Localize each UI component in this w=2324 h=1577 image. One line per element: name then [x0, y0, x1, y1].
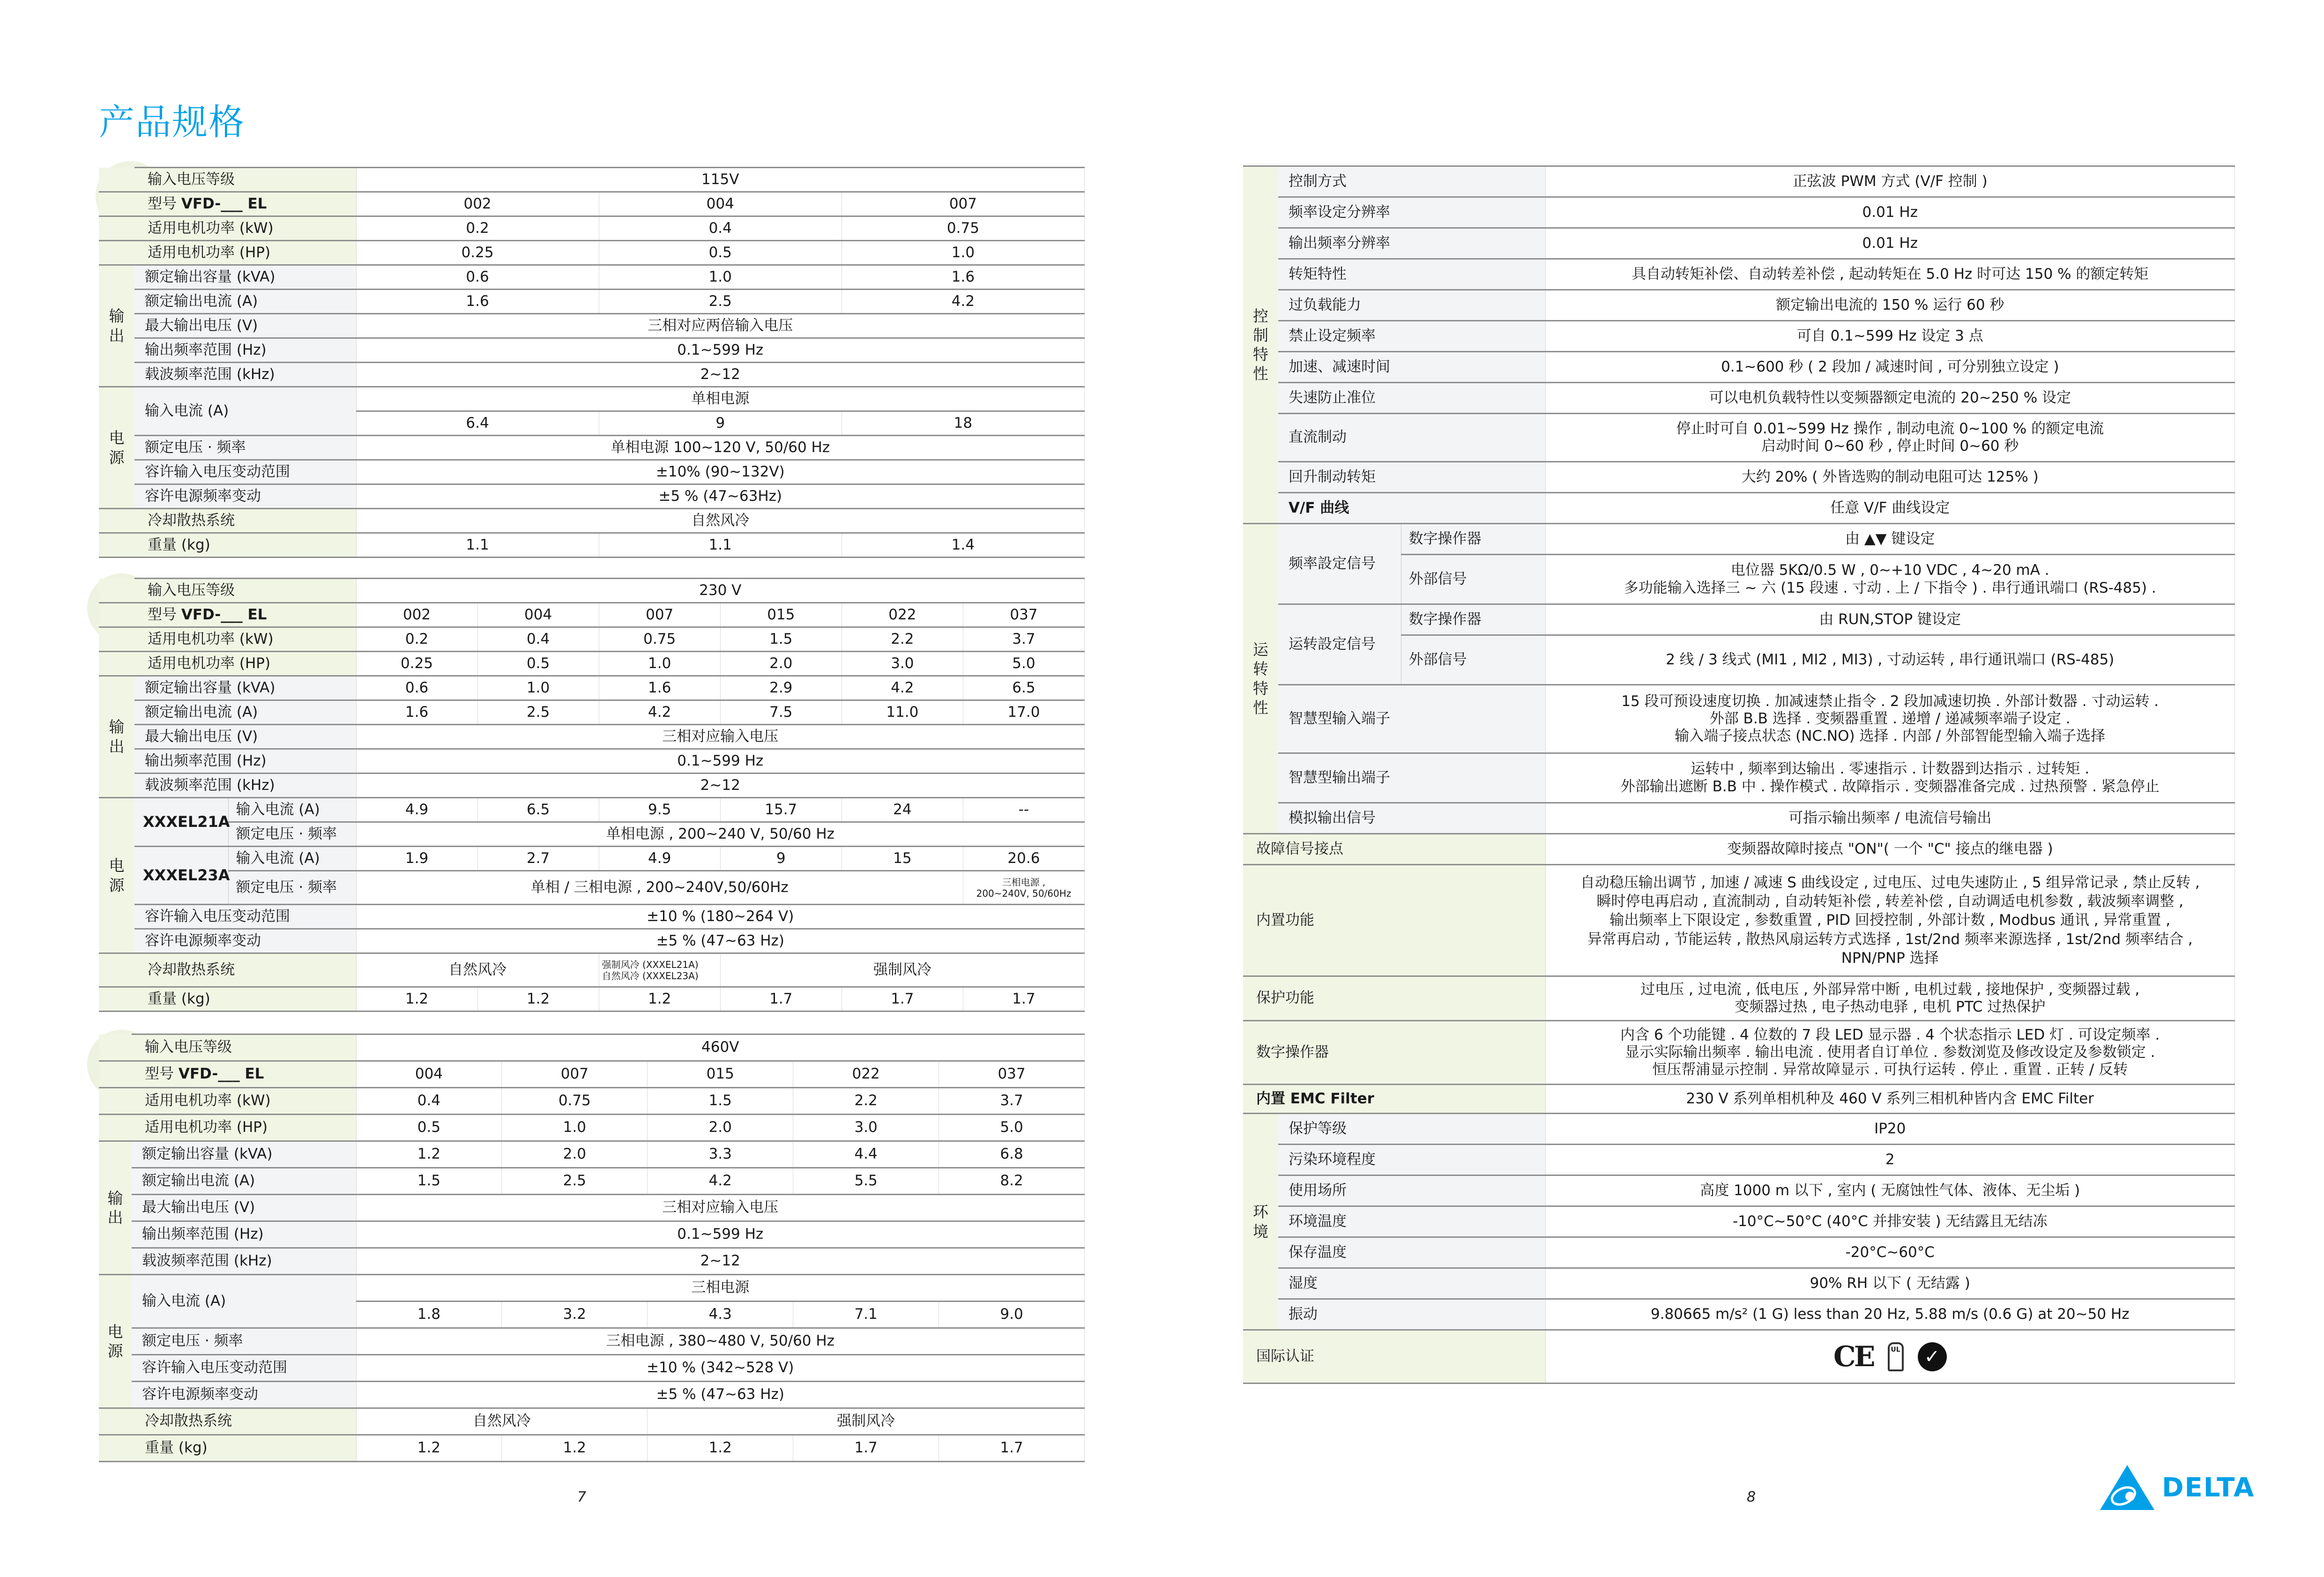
table-row: V/F 曲线 任意 V/F 曲线设定 — [1243, 493, 2235, 524]
table-row: 输出频率范围 (Hz) 0.1~599 Hz — [99, 338, 1085, 363]
variant-label-el21a: XXXEL21A — [134, 798, 228, 847]
table-row: 重量 (kg) 1.2 1.2 1.2 1.7 1.7 1.7 — [99, 987, 1085, 1012]
table-row: XXXEL23A 输入电流 (A) 1.9 2.7 4.9 9 15 20.6 — [99, 847, 1085, 871]
table-row: 失速防止准位 可以电机负载特性以变频器额定电流的 20~250 % 设定 — [1243, 383, 2235, 414]
table-row: 载波频率范围 (kHz) 2~12 — [99, 774, 1085, 798]
table-row: 额定输出电流 (A) 1.6 2.5 4.2 — [99, 290, 1085, 314]
table-row: 输入电压等级 460V — [99, 1034, 1085, 1061]
table-row: 适用电机功率 (HP) 0.25 0.5 1.0 — [99, 241, 1085, 265]
table-row: 环境 保护等级 IP20 — [1243, 1114, 2235, 1145]
table-row: 适用电机功率 (HP) 0.5 1.0 2.0 3.0 5.0 — [99, 1115, 1085, 1141]
table-row: 过负载能力 额定输出电流的 150 % 运行 60 秒 — [1243, 290, 2235, 321]
ce-mark-icon: CE — [1833, 1340, 1874, 1373]
table-row: 输出频率分辨率 0.01 Hz — [1243, 228, 2235, 259]
table-row: 回升制动转矩 大约 20% ( 外皆选购的制动电阻可达 125% ) — [1243, 462, 2235, 493]
table-row: 冷却散热系统 自然风冷 强制风冷 — [99, 1408, 1085, 1435]
table-row: 输出 额定输出容量 (kVA) 0.6 1.0 1.6 — [99, 265, 1085, 290]
table-row: 运转設定信号 数字操作器 由 RUN,STOP 键设定 — [1243, 604, 2235, 635]
table-row: 输出频率范围 (Hz) 0.1~599 Hz — [99, 1221, 1085, 1248]
table-row: 外部信号 电位器 5KΩ/0.5 W , 0~+10 VDC , 4~20 mA . 多功能输入选择三 ~ 六 (15 段速 . 寸动 . 上 / 下指令 ) . 串行通讯端口 (RS-485) . — [1243, 555, 2235, 604]
ul-mark-icon: UL — [1888, 1342, 1904, 1371]
table-row: 输入电压等级 115V — [99, 168, 1085, 192]
group-label-power: 电源 — [99, 798, 134, 953]
table-row: 额定电压 · 频率 三相电源 , 380~480 V, 50/60 Hz — [99, 1328, 1085, 1355]
table-row: 电源 XXXEL21A 输入电流 (A) 4.9 6.5 9.5 15.7 24 -- — [99, 798, 1085, 822]
table-row: 载波频率范围 (kHz) 2~12 — [99, 363, 1085, 387]
table-row: 环境温度 -10°C~50°C (40°C 并排安装 ) 无结露且无结冻 — [1243, 1206, 2235, 1237]
group-label-output: 输出 — [99, 1141, 132, 1275]
table-row: 6.4 9 18 — [99, 411, 1085, 436]
table-row: 冷却散热系统 自然风冷 强制风冷 (XXXEL21A) 自然风冷 (XXXEL23A) 强制风冷 — [99, 953, 1085, 987]
table-row: 适用电机功率 (HP) 0.25 0.5 1.0 2.0 3.0 5.0 — [99, 652, 1085, 676]
table-row: 内置 EMC Filter 230 V 系列单相机种及 460 V 系列三相机种皆内含 EMC Filter — [1243, 1085, 2235, 1114]
row-label: 型号 VFD-___ EL — [134, 192, 356, 216]
table-row: 电源 输入电流 (A) 三相电源 — [99, 1275, 1085, 1302]
table-row: 禁止设定频率 可自 0.1~599 Hz 设定 3 点 — [1243, 321, 2235, 352]
table-row: 输入电压等级 230 V — [99, 579, 1085, 603]
group-label-power: 电源 — [99, 1275, 132, 1408]
table-row: 国际认证 CE UL ✓ — [1243, 1330, 2235, 1384]
table-row: 运转特性 频率設定信号 数字操作器 由 ▲▼ 键设定 — [1243, 524, 2235, 555]
table-row: 保护功能 过电压 , 过电流 , 低电压 , 外部异常中断 , 电机过载 , 接地保护 , 变频器过载 , 变频器过热 , 电子热动电驿 , 电机 PTC 过热保护 — [1243, 976, 2235, 1021]
table-row: 数字操作器 内含 6 个功能键 . 4 位数的 7 段 LED 显示器 . 4 个状态指示 LED 灯 . 可设定频率 . 显示实际输出频率 . 输出电流 . 使用者自订单位 . 参数浏览及修改设定及参数锁定 . 恒压帮浦显示控制 . 异常故障显示 . 可执行运转 . 停止 . 重置 . 正转 / 反转 — [1243, 1021, 2235, 1085]
table-row: 容许电源频率变动 ±5 % (47~63Hz) — [99, 484, 1085, 509]
group-label-power: 电源 — [99, 387, 134, 509]
row-label: 输入电压等级 — [134, 168, 356, 192]
group-label-operation: 运转特性 — [1243, 524, 1278, 834]
page-number-right: 8 — [1747, 1489, 1756, 1505]
group-label-output: 输出 — [99, 265, 134, 387]
table-row: 转矩特性 具自动转矩补偿、自动转差补偿 , 起动转矩在 5.0 Hz 时可达 150 % 的额定转矩 — [1243, 259, 2235, 290]
page-number-left: 7 — [577, 1489, 587, 1505]
table-row: 电源 输入电流 (A) 单相电源 — [99, 387, 1085, 411]
table-row: 污染环境程度 2 — [1243, 1145, 2235, 1175]
table-row: 最大输出电压 (V) 三相对应输入电压 — [99, 1195, 1085, 1221]
table-row: 1.8 3.2 4.3 7.1 9.0 — [99, 1302, 1085, 1328]
group-label-environment: 环境 — [1243, 1114, 1278, 1330]
spec-table-115v — [99, 167, 1085, 558]
table-row: 额定输出电流 (A) 1.5 2.5 4.2 5.5 8.2 — [99, 1168, 1085, 1195]
group-label-output: 输出 — [99, 676, 134, 798]
table-row: 输出 额定输出容量 (kVA) 1.2 2.0 3.3 4.4 6.8 — [99, 1141, 1085, 1168]
table-row: 型号 VFD-___ EL 002 004 007 015 022 037 — [99, 603, 1085, 627]
table-row: 频率设定分辨率 0.01 Hz — [1243, 197, 2235, 228]
table-row: 输出频率范围 (Hz) 0.1~599 Hz — [99, 749, 1085, 774]
table-row: 适用电机功率 (kW) 0.4 0.75 1.5 2.2 3.7 — [99, 1088, 1085, 1115]
table-row: 振动 9.80665 m/s² (1 G) less than 20 Hz, 5.88 m/s (0.6 G) at 20~50 Hz — [1243, 1299, 2235, 1330]
table-row: 容许输入电压变动范围 ±10% (90~132V) — [99, 460, 1085, 484]
table-row: 最大输出电压 (V) 三相对应两倍输入电压 — [99, 314, 1085, 338]
table-row: 冷却散热系统 自然风冷 — [99, 509, 1085, 533]
table-row: 故障信号接点 变频器故障时接点 "ON"( 一个 "C" 接点的继电器 ) — [1243, 834, 2235, 865]
table-row: 模拟输出信号 可指示输出频率 / 电流信号输出 — [1243, 803, 2235, 834]
table-row: 智慧型输出端子 运转中 , 频率到达输出 . 零速指示 . 计数器到达指示 . 过转矩 . 外部输出遮断 B.B 中 . 操作模式 . 故障指示 . 变频器准备完成 . 过热预警 . 紧急停止 — [1243, 753, 2235, 803]
table-row: 额定输出电流 (A) 1.6 2.5 4.2 7.5 11.0 17.0 — [99, 700, 1085, 725]
spec-table-230v — [99, 578, 1085, 1012]
table-row: 控制特性 控制方式 正弦波 PWM 方式 (V/F 控制 ) — [1243, 166, 2235, 197]
table-row: 容许电源频率变动 ±5 % (47~63 Hz) — [99, 1382, 1085, 1408]
table-row: 输出 额定输出容量 (kVA) 0.6 1.0 1.6 2.9 4.2 6.5 — [99, 676, 1085, 700]
table-row: 额定电压 · 频率 单相电源 100~120 V, 50/60 Hz — [99, 436, 1085, 460]
spec-table-460v — [99, 1034, 1085, 1462]
table-row: 额定电压 · 频率 单相 / 三相电源 , 200~240V,50/60Hz 三相电源 , 200~240V, 50/60Hz — [99, 871, 1085, 905]
brand-wordmark: DELTA — [2162, 1472, 2255, 1503]
table-row: 外部信号 2 线 / 3 线式 (MI1 , MI2 , MI3) , 寸动运转 , 串行通讯端口 (RS-485) — [1243, 635, 2235, 685]
table-row: 容许输入电压变动范围 ±10 % (180~264 V) — [99, 905, 1085, 929]
delta-logo — [2099, 1464, 2255, 1511]
table-row: 型号 VFD-___ EL 002 004 007 — [99, 192, 1085, 216]
table-row: 湿度 90% RH 以下 ( 无结露 ) — [1243, 1268, 2235, 1299]
table-row: 重量 (kg) 1.2 1.2 1.2 1.7 1.7 — [99, 1435, 1085, 1462]
group-label-control: 控制特性 — [1243, 166, 1278, 524]
table-row: 保存温度 -20°C~60°C — [1243, 1237, 2235, 1268]
page-title: 产品规格 — [99, 101, 245, 143]
features-table — [1243, 165, 2235, 1384]
table-row: 加速、减速时间 0.1~600 秒 ( 2 段加 / 减速时间 , 可分别独立设定 ) — [1243, 352, 2235, 383]
delta-triangle-icon — [2099, 1464, 2155, 1511]
table-row: 内置功能 自动稳压输出调节 , 加速 / 减速 S 曲线设定 , 过电压、过电失速防止 , 5 组异常记录 , 禁止反转 , 瞬时停电再启动 , 直流制动 , 自动转矩补偿 , 转差补偿 , 自动调适电机参数 , 载波频率调整 , 输出频率上下限设定 , 参数重置 , PID 回授控制 , 外部计数 , Modbus 通讯 , 异常重置 , 异常再启动 , 节能运转 , 散热风扇运转方式选择 , 1st/2nd 频率来源选择 , 1st/2nd 频率结合 , NPN/PNP 选择 — [1243, 865, 2235, 976]
c-tick-mark-icon: ✓ — [1918, 1342, 1947, 1371]
table-row: 智慧型输入端子 15 段可预设速度切换 . 加减速禁止指令 . 2 段加减速切换 . 外部计数器 . 寸动运转 . 外部 B.B 选择 . 变频器重置 . 递增 / 递减频率端子设定 . 输入端子接点状态 (NC.NO) 选择 . 内部 / 外部智能型输入端子选择 — [1243, 685, 2235, 753]
table-row: 型号 VFD-___ EL 004 007 015 022 037 — [99, 1061, 1085, 1088]
table-row: 适用电机功率 (kW) 0.2 0.4 0.75 — [99, 216, 1085, 241]
table-row: 最大输出电压 (V) 三相对应输入电压 — [99, 725, 1085, 749]
table-row: 重量 (kg) 1.1 1.1 1.4 — [99, 533, 1085, 558]
table-row: 适用电机功率 (kW) 0.2 0.4 0.75 1.5 2.2 3.7 — [99, 627, 1085, 652]
table-row: 载波频率范围 (kHz) 2~12 — [99, 1248, 1085, 1275]
table-row: 容许输入电压变动范围 ±10 % (342~528 V) — [99, 1355, 1085, 1382]
table-row: 容许电源频率变动 ±5 % (47~63 Hz) — [99, 929, 1085, 953]
certification-marks — [1549, 1340, 2232, 1374]
table-row: 使用场所 高度 1000 m 以下 , 室内 ( 无腐蚀性气体、液体、无尘垢 ) — [1243, 1175, 2235, 1206]
table-row: 直流制动 停止时可自 0.01~599 Hz 操作 , 制动电流 0~100 % 的额定电流 启动时间 0~60 秒 , 停止时间 0~60 秒 — [1243, 414, 2235, 462]
variant-label-el23a: XXXEL23A — [134, 847, 228, 905]
table-row: 额定电压 · 频率 单相电源 , 200~240 V, 50/60 Hz — [99, 822, 1085, 847]
